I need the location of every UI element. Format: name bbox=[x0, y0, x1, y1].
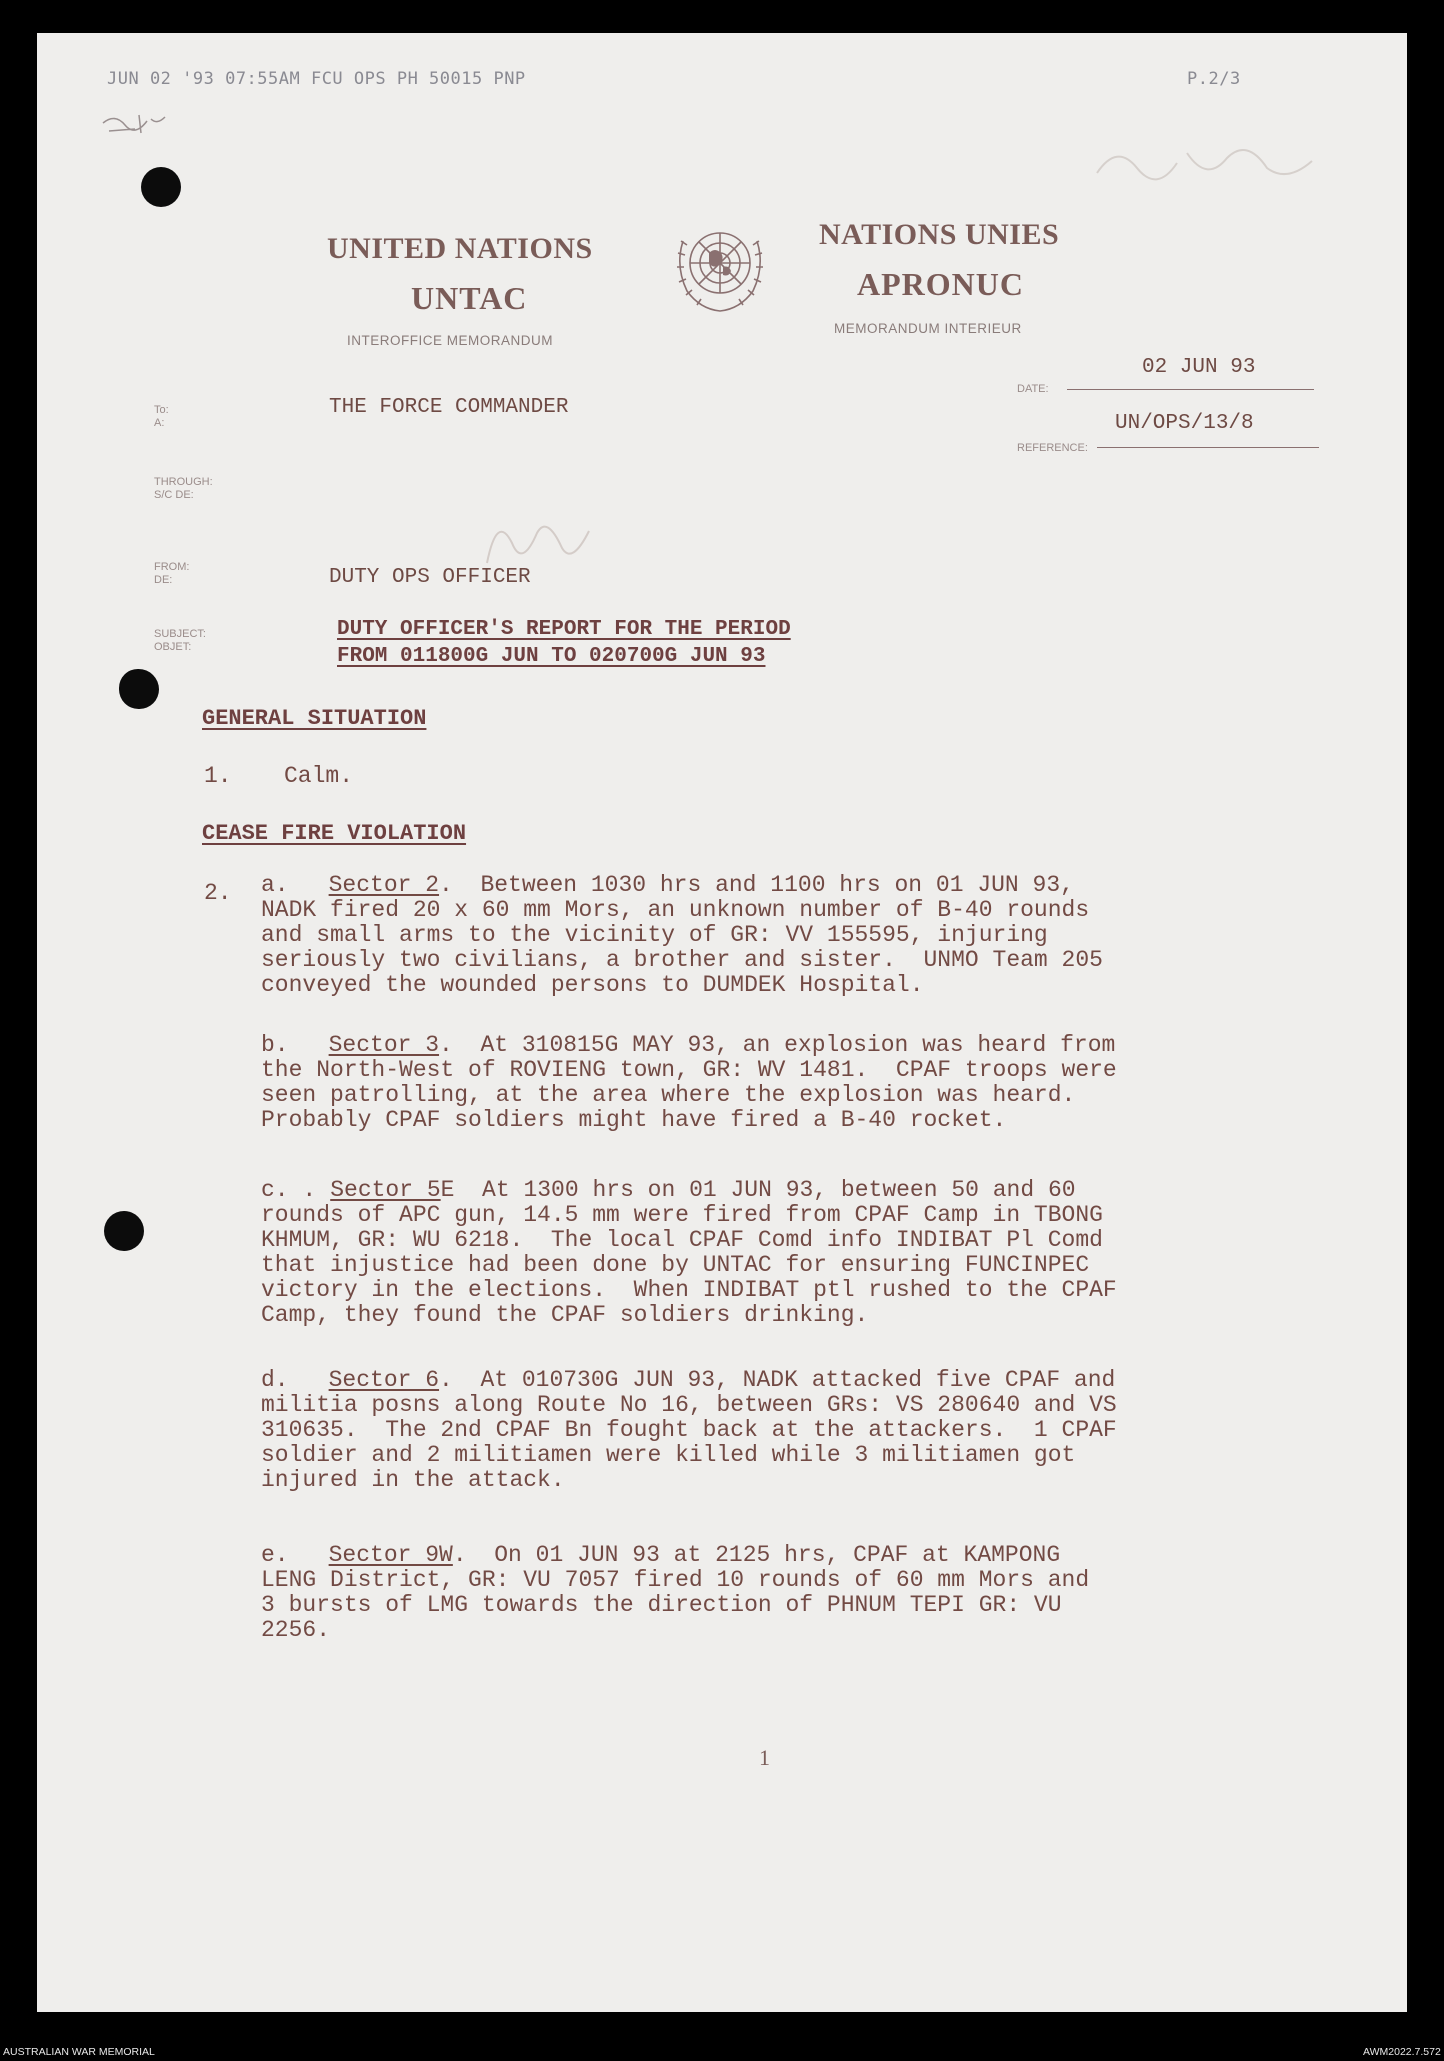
letterhead-interieur-caption: MEMORANDUM INTERIEUR bbox=[834, 321, 1022, 336]
subject-line-2: FROM 011800G JUN TO 020700G JUN 93 bbox=[337, 645, 766, 668]
reference-label: REFERENCE: bbox=[1017, 442, 1088, 454]
letterhead-untac: UNTAC bbox=[411, 280, 528, 316]
item-2-number: 2. bbox=[204, 880, 232, 906]
fax-header-left: JUN 02 '93 07:55AM FCU OPS PH 50015 PNP bbox=[107, 69, 526, 89]
document-page bbox=[37, 33, 1407, 2012]
reference-underline bbox=[1097, 447, 1319, 448]
subject-line-1: DUTY OFFICER'S REPORT FOR THE PERIOD bbox=[337, 618, 791, 641]
subject-label: SUBJECT: OBJET: bbox=[154, 628, 206, 653]
to-value: THE FORCE COMMANDER bbox=[329, 396, 569, 419]
through-label: THROUGH: S/C DE: bbox=[154, 476, 213, 501]
heading-general-situation: GENERAL SITUATION bbox=[202, 706, 427, 731]
item-1-number: 1. bbox=[204, 763, 232, 789]
un-emblem-icon bbox=[665, 211, 775, 321]
punch-hole-bottom bbox=[104, 1211, 144, 1251]
faint-handwriting-icon bbox=[1087, 123, 1327, 203]
to-label: To: A: bbox=[154, 404, 169, 429]
letterhead-apronuc: APRONUC bbox=[857, 266, 1024, 302]
from-value: DUTY OPS OFFICER bbox=[329, 566, 531, 589]
letterhead-interoffice-caption: INTEROFFICE MEMORANDUM bbox=[347, 333, 553, 348]
sector-label: Sector 6 bbox=[328, 1367, 440, 1393]
page-number: 1 bbox=[759, 1745, 770, 1770]
heading-cease-fire-violation: CEASE FIRE VIOLATION bbox=[202, 821, 467, 846]
fax-header-right: P.2/3 bbox=[1187, 69, 1241, 89]
sector-label: Sector 9W bbox=[328, 1542, 453, 1568]
footer-accession: AWM2022.7.572 bbox=[1363, 2046, 1441, 2058]
date-label: DATE: bbox=[1017, 383, 1049, 395]
punch-hole-top bbox=[141, 167, 181, 207]
punch-hole-middle bbox=[119, 669, 159, 709]
paragraph-2a: a. Sector 2. Between 1030 hrs and 1100 hrs on 01 JUN 93, NADK fired 20 x 60 mm Mors, an unknown number of B-40 rounds and small arms to the vicinity of GR: VV 155595, injuring seriously two civilians, a brother and sister. UNMO Team 205 conveyed the wounded persons to DUMDEK Hospital. bbox=[261, 872, 1103, 998]
date-underline bbox=[1067, 389, 1314, 390]
paragraph-2c: c. . Sector 5E At 1300 hrs on 01 JUN 93, between 50 and 60 rounds of APC gun, 14.5 mm were fired from CPAF Camp in TBONG KHMUM, GR: WU 6218. The local CPAF Comd info INDIBAT Pl Comd that injustice had been done by UNTAC for ensuring FUNCINPEC victory in the elections. When INDIBAT ptl rushed to the CPAF Camp, they found the CPAF soldiers drinking. bbox=[261, 1177, 1117, 1328]
date-value: 02 JUN 93 bbox=[1142, 356, 1256, 379]
sector-label: Sector 3 bbox=[328, 1032, 440, 1058]
paragraph-2d: d. Sector 6. At 010730G JUN 93, NADK attacked five CPAF and militia posns along Route No 16, between GRs: VS 280640 and VS 310635. The 2nd CPAF Bn fought back at the attackers. 1 CPAF soldier and 2 militiamen were killed while 3 militiamen got injured in the attack. bbox=[261, 1367, 1117, 1493]
reference-value: UN/OPS/13/8 bbox=[1115, 412, 1254, 435]
letterhead-united-nations: UNITED NATIONS bbox=[327, 232, 593, 265]
sector-label: Sector 2 bbox=[328, 872, 440, 898]
paragraph-2e: e. Sector 9W. On 01 JUN 93 at 2125 hrs, CPAF at KAMPONG LENG District, GR: VU 7057 fired 10 rounds of 60 mm Mors and 3 bursts of LMG towards the direction of PHNUM TEPI GR: VU 2256. bbox=[261, 1542, 1090, 1643]
letterhead-nations-unies: NATIONS UNIES bbox=[819, 218, 1060, 251]
item-1-text: Calm. bbox=[284, 763, 354, 789]
sector-label: Sector 5 bbox=[330, 1177, 441, 1203]
handwritten-scribble-icon bbox=[95, 103, 175, 143]
from-label: FROM: DE: bbox=[154, 561, 190, 586]
paragraph-2b: b. Sector 3. At 310815G MAY 93, an explosion was heard from the North-West of ROVIENG town, GR: WV 1481. CPAF troops were seen patrolling, at the area where the explosion was heard. Probably CPAF soldiers might have fired a B-40 rocket. bbox=[261, 1032, 1117, 1133]
footer-institution: AUSTRALIAN WAR MEMORIAL bbox=[3, 2046, 155, 2058]
